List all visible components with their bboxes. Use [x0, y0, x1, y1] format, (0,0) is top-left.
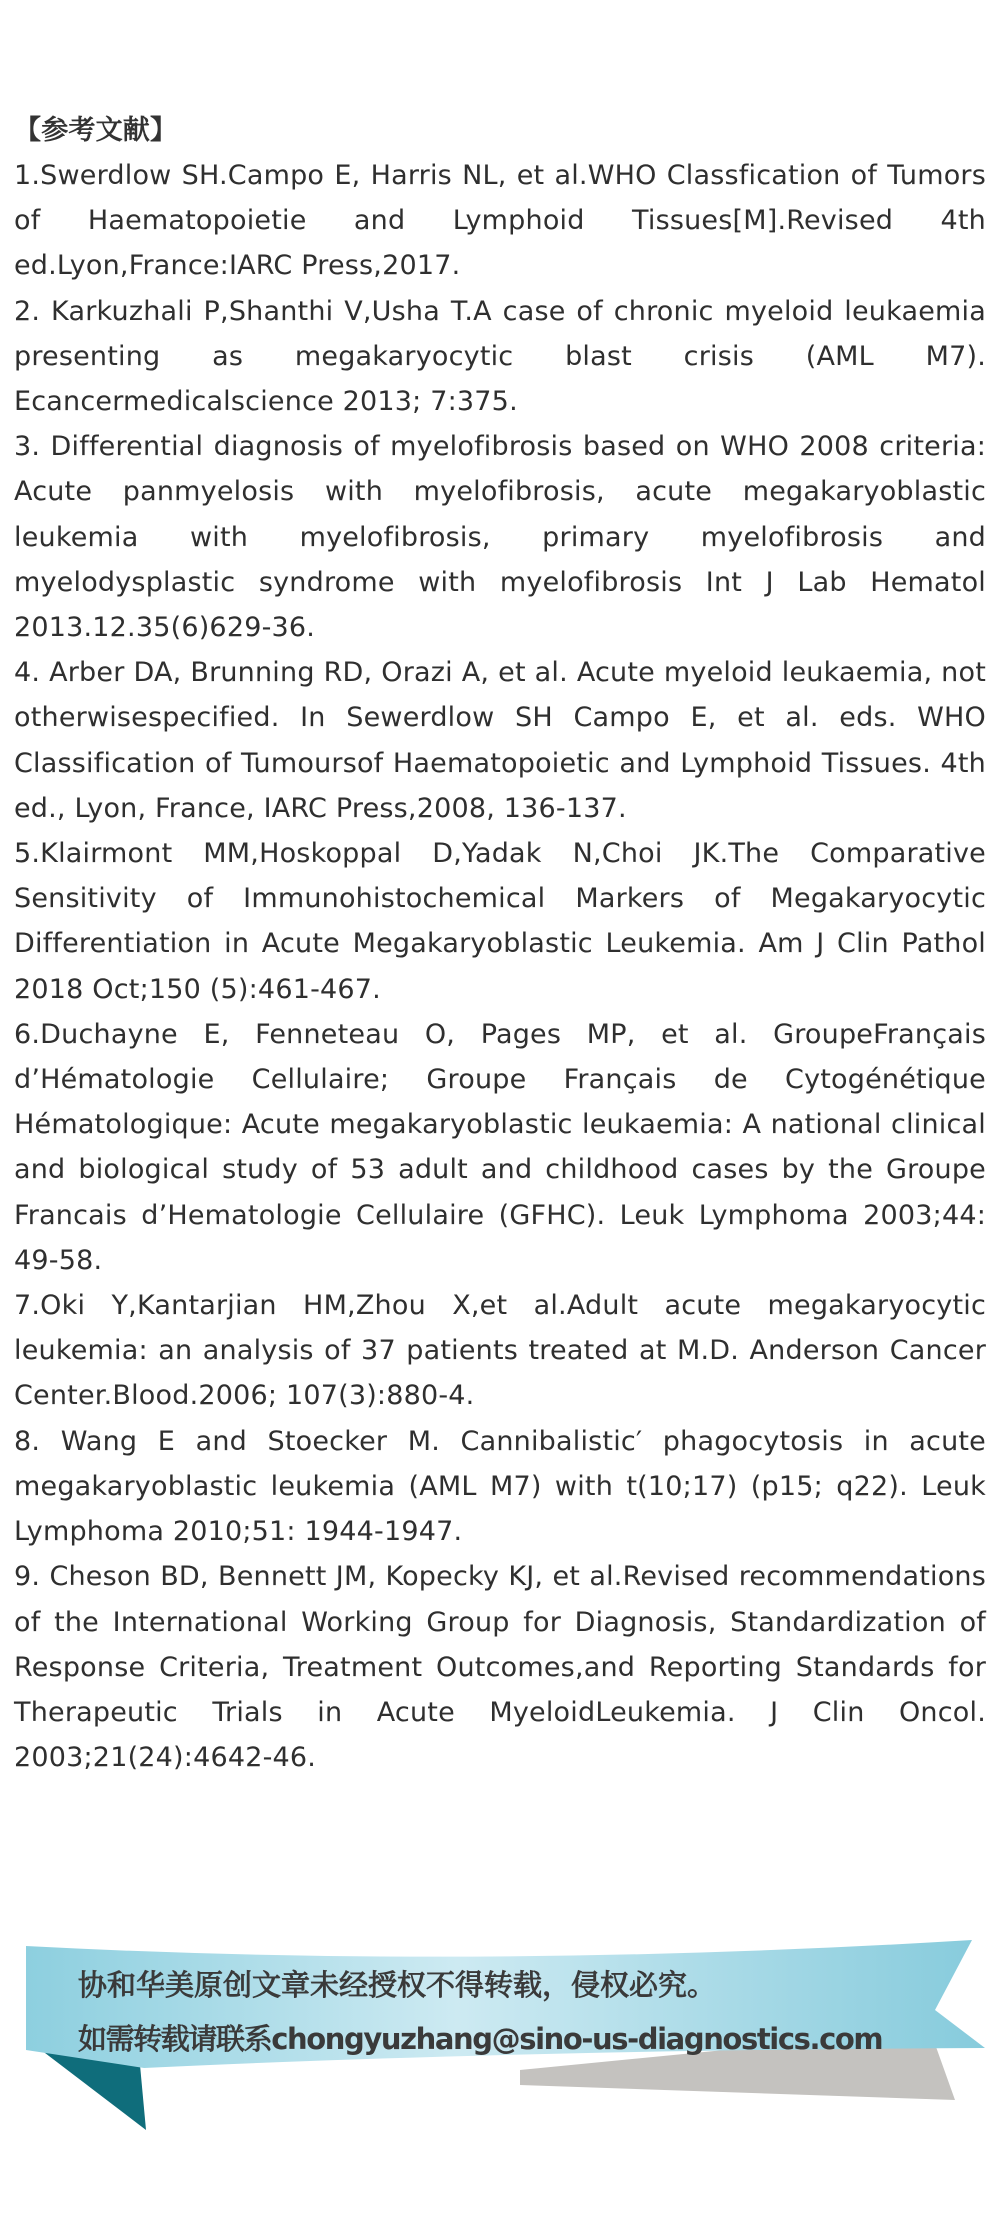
- reference-item-2: 2. Karkuzhali P,Shanthi V,Usha T.A case of chronic myeloid leukaemia presenting as megakaryocytic blast crisis (AML M7). Ecancermedicalscience 2013; 7:375.: [14, 295, 986, 418]
- copyright-notice-line: 协和华美原创文章未经授权不得转载，侵权必究。: [78, 1968, 717, 2002]
- reference-item-6: 6.Duchayne E, Fenneteau O, Pages MP, et al. GroupeFrançais d’Hématologie Cellulaire; Groupe Français de Cytogénétique Hématologique: Acute megakaryoblastic leukaemia: A national clinical and biological study of 53 adult and childhood cases by the Groupe Francais d’Hematologie Cellulaire (GFHC). Leuk Lymphoma 2003;44: 49-58.: [14, 1018, 986, 1276]
- copyright-notice: [78, 1958, 908, 2066]
- references-heading: 【参考文献】: [14, 115, 178, 146]
- reprint-contact-line: 如需转载请联系chongyuzhang@sino-us-diagnostics.com: [78, 2022, 883, 2056]
- reference-item-4: 4. Arber DA, Brunning RD, Orazi A, et al. Acute myeloid leukaemia, not otherwisespecified. In Sewerdlow SH Campo E, et al. eds. WHO Classification of Tumoursof Haematopoietic and Lymphoid Tissues. 4th ed., Lyon, France, IARC Press,2008, 136-137.: [14, 657, 986, 824]
- reference-item-5: 5.Klairmont MM,Hoskoppal D,Yadak N,Choi JK.The Comparative Sensitivity of Immunohistochemical Markers of Megakaryocytic Differentiation in Acute Megakaryoblastic Leukemia. Am J Clin Pathol 2018 Oct;150 (5):461-467.: [14, 838, 986, 1005]
- reference-item-7: 7.Oki Y,Kantarjian HM,Zhou X,et al.Adult acute megakaryocytic leukemia: an analysis of 37 patients treated at M.D. Anderson Cancer Center.Blood.2006; 107(3):880-4.: [14, 1290, 986, 1412]
- reference-item-1: 1.Swerdlow SH.Campo E, Harris NL, et al.WHO Classfication of Tumors of Haematopoietie and Lymphoid Tissues[M].Revised 4th ed.Lyon,France:IARC Press,2017.: [14, 160, 986, 282]
- references-section: [14, 108, 986, 1780]
- reference-item-9: 9. Cheson BD, Bennett JM, Kopecky KJ, et al.Revised recommendations of the International Working Group for Diagnosis, Standardization of Response Criteria, Treatment Outcomes,and Reporting Standards for Therapeutic Trials in Acute MyeloidLeukemia. J Clin Oncol. 2003;21(24):4642-46.: [14, 1561, 986, 1774]
- reference-item-8: 8. Wang E and Stoecker M. Cannibalistic′ phagocytosis in acute megakaryoblastic leukemia (AML M7) with t(10;17) (p15; q22). Leuk Lymphoma 2010;51: 1944-1947.: [14, 1425, 986, 1548]
- reference-item-3: 3. Differential diagnosis of myelofibrosis based on WHO 2008 criteria: Acute panmyelosis with myelofibrosis, acute megakaryoblastic leukemia with myelofibrosis, primary myelofibrosis and myelodysplastic syndrome with myelofibrosis Int J Lab Hematol 2013.12.35(6)629-36.: [14, 431, 986, 644]
